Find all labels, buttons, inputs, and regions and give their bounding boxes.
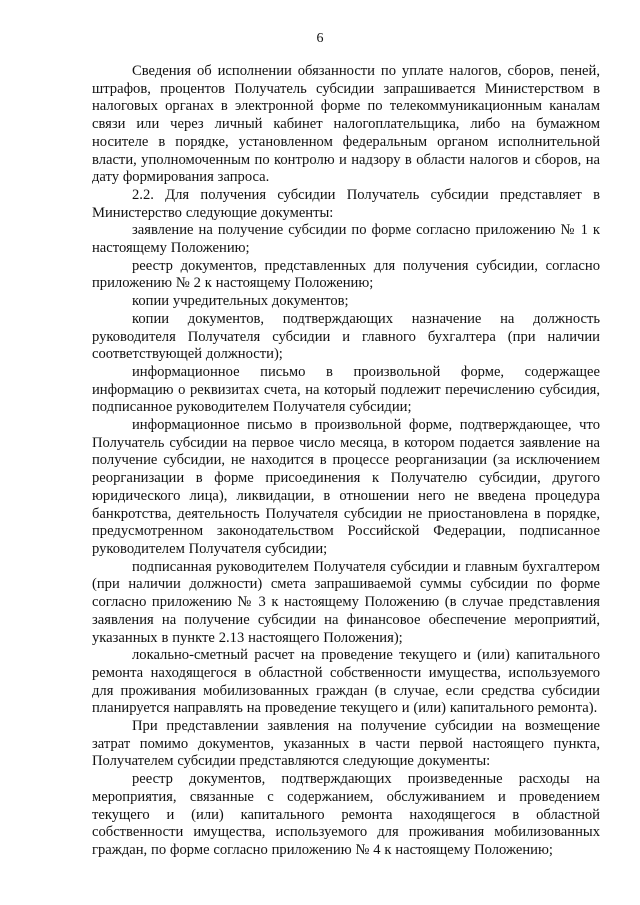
list-item-expense-registry: реестр документов, подтверждающих произведенные расходы на мероприятия, связанные с содержанием, обслуживанием и проведением текущего и (или) капитального ремонта находящегося в областной собственности имущества, используемого для проживания мобилизованных граждан, по форме согласно приложению № 4 к настоящему Положению; bbox=[92, 771, 600, 858]
list-item-local-estimate: локально-сметный расчет на проведение текущего и (или) капитального ремонта находящегося в областной собственности имущества, используемого для проживания мобилизованных граждан (в случае, если средства субсидии планируется направлять на проведение текущего и (или) капитального ремонта). bbox=[92, 647, 600, 717]
list-item-application: заявление на получение субсидии по форме согласно приложению № 1 к настоящему Положению; bbox=[92, 222, 600, 257]
page-number: 6 bbox=[316, 31, 324, 46]
list-item-founding-docs: копии учредительных документов; bbox=[132, 293, 349, 310]
paragraph-section-2-2: 2.2. Для получения субсидии Получатель субсидии представляет в Министерство следующие документы: bbox=[92, 186, 600, 221]
list-item-status-letter: информационное письмо в произвольной форме, подтверждающее, что Получатель субсидии на первое число месяца, в котором подается заявление на получение субсидии, не находится в процессе реорганизации (за исключением реорганизации в форме присоединения к Получателю субсидии, другого юридического лица), ликвидации, в отношении него не введена процедура банкротства, деятельность Получателя субсидии не приостановлена в порядке, предусмотренном законодательством Российской Федерации, подписанное руководителем Получателя субсидии; bbox=[92, 417, 600, 557]
list-item-appointment-docs: копии документов, подтверждающих назначение на должность руководителя Получателя субсидии и главного бухгалтера (при наличии соответствующей должности); bbox=[92, 310, 600, 363]
list-item-registry: реестр документов, представленных для получения субсидии, согласно приложению № 2 к настоящему Положению; bbox=[92, 257, 600, 292]
paragraph-tax-info: Сведения об исполнении обязанности по уплате налогов, сборов, пеней, штрафов, процентов Получатель субсидии запрашивается Министерством в налоговых органах в электронной форме по телекоммуникационным каналам связи или через личный кабинет налогоплательщика, либо на бумажном носителе в порядке, установленном федеральным органом исполнительной власти, уполномоченным по контролю и надзору в области налогов и сборов, на дату формирования запроса. bbox=[92, 63, 600, 186]
paragraph-reimbursement: При представлении заявления на получение субсидии на возмещение затрат помимо документов, указанных в части первой настоящего пункта, Получателем субсидии представляются следующие документы: bbox=[92, 718, 600, 770]
list-item-bank-details-letter: информационное письмо в произвольной форме, содержащее информацию о реквизитах счета, на который подлежит перечислению субсидия, подписанное руководителем Получателя субсидии; bbox=[92, 363, 600, 416]
document-body bbox=[92, 63, 600, 860]
list-item-cost-estimate: подписанная руководителем Получателя субсидии и главным бухгалтером (при наличии должности) смета запрашиваемой суммы субсидии по форме согласно приложению № 3 к настоящему Положению (в случае представления заявления на получение субсидии на финансовое обеспечение мероприятий, указанных в пункте 2.13 настоящего Положения); bbox=[92, 558, 600, 646]
